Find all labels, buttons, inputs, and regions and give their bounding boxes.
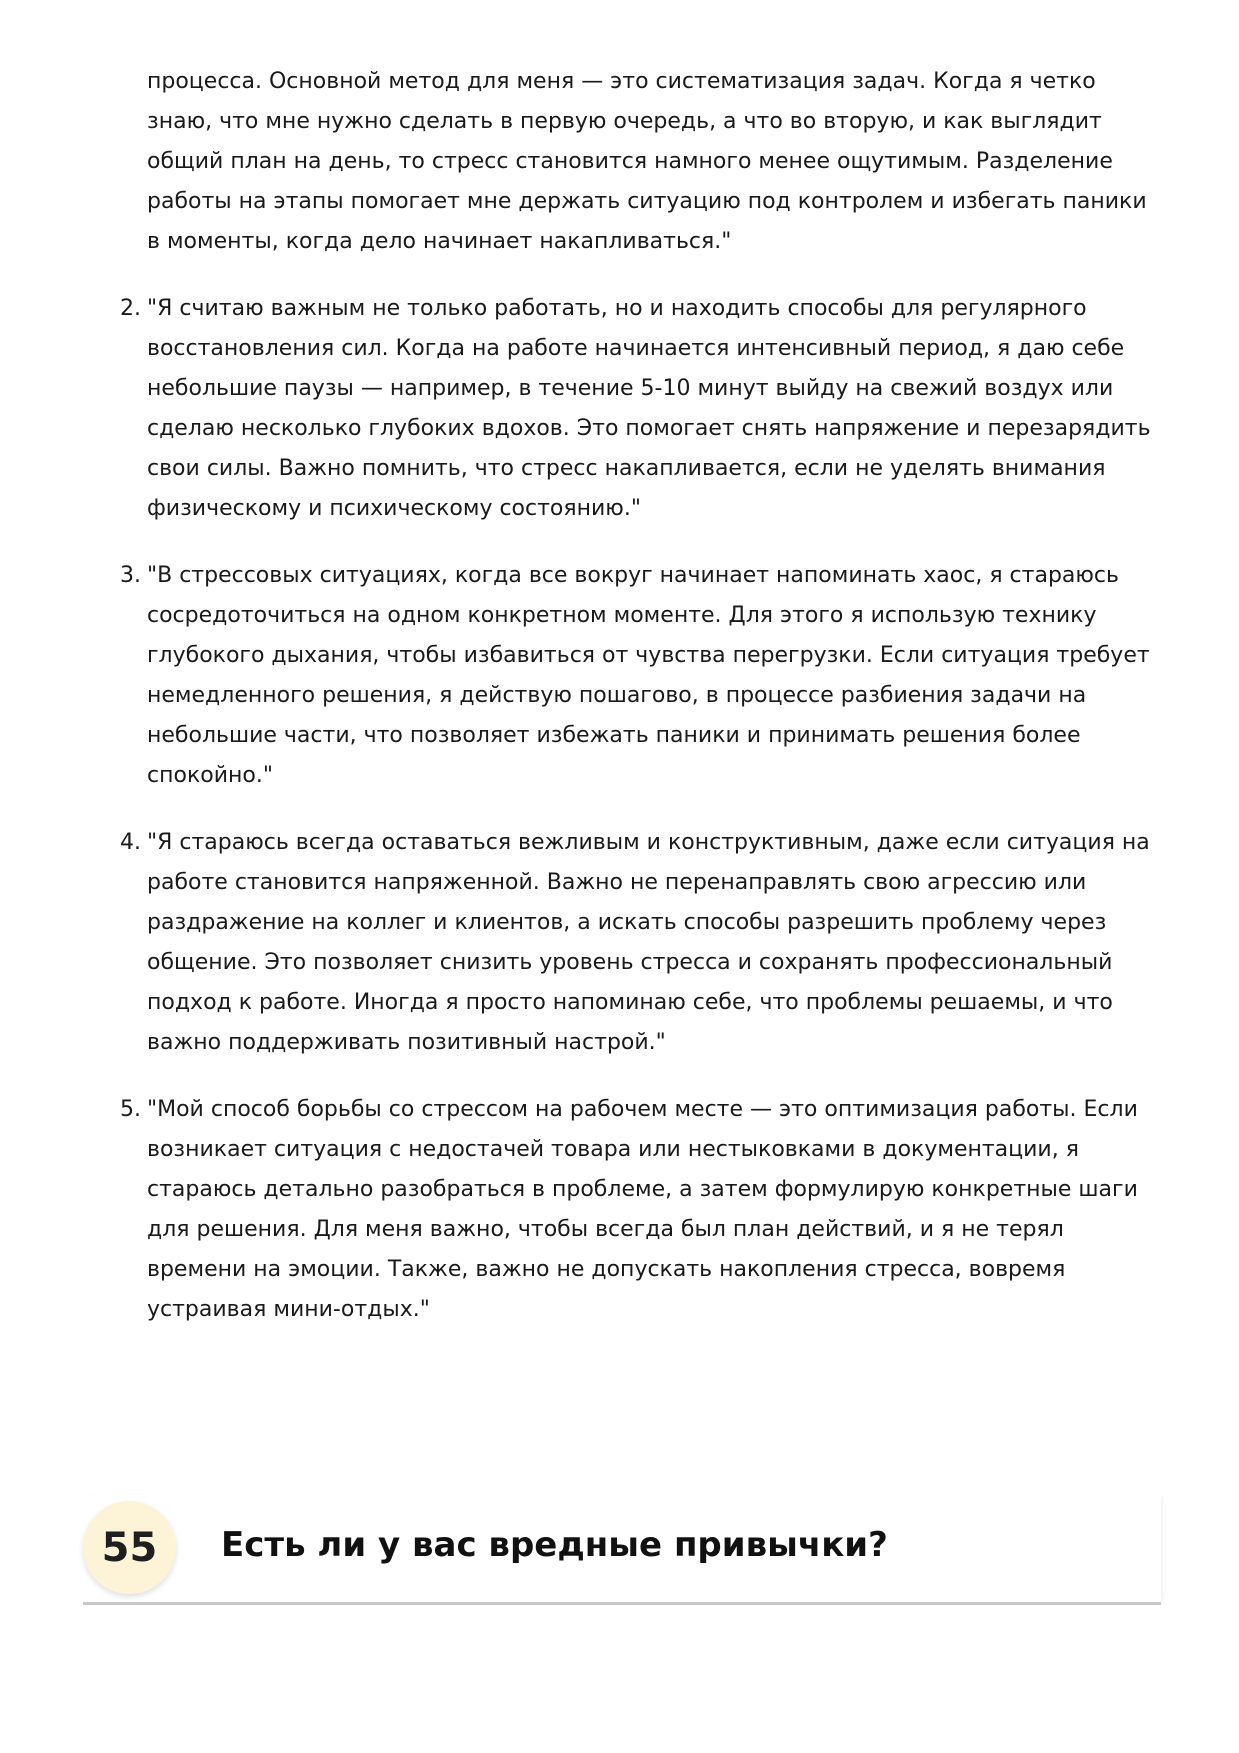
question-number-badge: 55 (83, 1501, 176, 1594)
list-item-number: 2. (120, 296, 141, 321)
list-item-text: "Я считаю важным не только работать, но и находить способы для регулярного восстановления сил. Когда на работе начинается интенсивный период, я даю себе небольшие паузы — например, в течение 5-10 минут выйду на свежий воздух или сделаю несколько глубоких вдохов. Это помогает снять напряжение и перезарядить свои силы. Важно помнить, что стресс накапливается, если не уделять внимания физическому и психическому состоянию." (147, 296, 1151, 521)
list-item-text: "В стрессовых ситуациях, когда все вокруг начинает напоминать хаос, я стараюсь сосредоточиться на одном конкретном моменте. Для этого я использую технику глубокого дыхания, чтобы избавиться от чувства перегрузки. Если ситуация требует немедленного решения, я действую пошагово, в процессе разбиения задачи на небольшие части, что позволяет избежать паники и принимать решения более спокойно." (147, 563, 1150, 788)
answers-section (120, 62, 1160, 1330)
answers-list (120, 289, 1160, 1330)
question-title: Есть ли у вас вредные привычки? (221, 1525, 888, 1565)
question-header (83, 1495, 1161, 1605)
list-item (120, 823, 1160, 1063)
list-item-number: 5. (120, 1097, 141, 1122)
list-item-number: 3. (120, 563, 141, 588)
list-item-text: "Я стараюсь всегда оставаться вежливым и конструктивным, даже если ситуация на работе становится напряженной. Важно не перенаправлять свою агрессию или раздражение на коллег и клиентов, а искать способы разрешить проблему через общение. Это позволяет снизить уровень стресса и сохранять профессиональный подход к работе. Иногда я просто напоминаю себе, что проблемы решаемы, и что важно поддерживать позитивный настрой." (147, 830, 1150, 1055)
list-item-text: "Мой способ борьбы со стрессом на рабочем месте — это оптимизация работы. Если возникает ситуация с недостачей товара или нестыковками в документации, я стараюсь детально разобраться в проблеме, а затем формулирую конкретные шаги для решения. Для меня важно, чтобы всегда был план действий, и я не терял времени на эмоции. Также, важно не допускать накопления стресса, вовремя устраивая мини-отдых." (147, 1097, 1138, 1322)
list-item-number: 4. (120, 830, 141, 855)
intro-paragraph: процесса. Основной метод для меня — это систематизация задач. Когда я четко знаю, что мне нужно сделать в первую очередь, а что во вторую, и как выглядит общий план на день, то стресс становится намного менее ощутимым. Разделение работы на этапы помогает мне держать ситуацию под контролем и избегать паники в моменты, когда дело начинает накапливаться." (147, 69, 1147, 254)
list-item (120, 556, 1160, 796)
list-item (120, 1090, 1160, 1330)
list-item (120, 289, 1160, 529)
